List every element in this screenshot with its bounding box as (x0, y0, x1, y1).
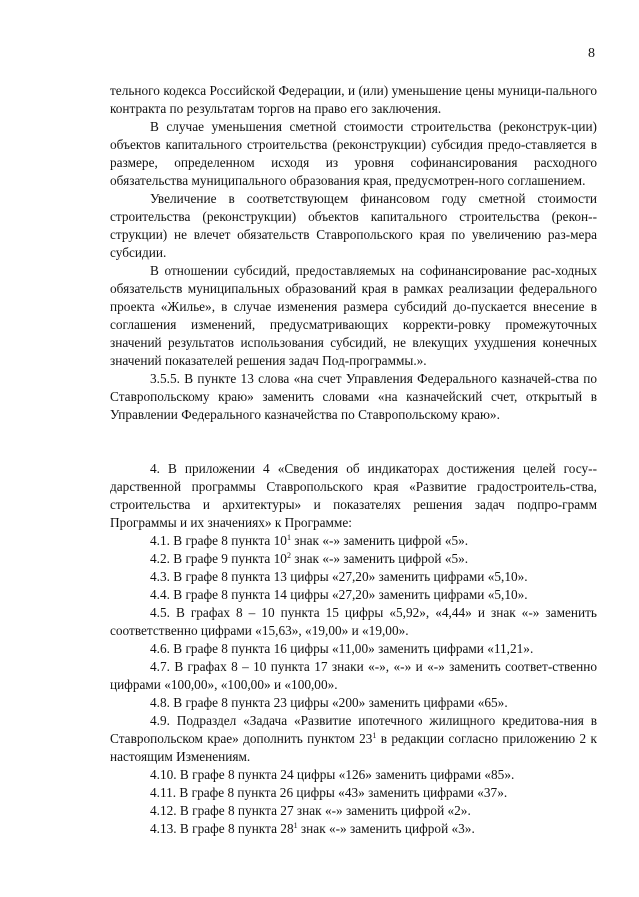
item-text-tail: знак «-» заменить цифрой «5». (290, 533, 469, 548)
item-text: 4.3. В графе 8 пункта 13 цифры «27,20» заменить цифрами «5,10». (150, 569, 528, 584)
list-item-4-2 (110, 550, 597, 568)
paragraph-appendix-4: 4. В приложении 4 «Сведения об индикаторах достижения целей госу-дарственной программы Ставропольского края «Развитие градостроитель-ства, строительства и архитектуры» и показателях решения задач подпро-грамм Программы и их значениях» к Программе: (110, 461, 597, 530)
item-text: 4.5. В графах 8 – 10 пункта 15 цифры «5,92», «4,44» и знак «-» заменить соответственно цифрами «15,63», «19,00» и «19,00». (110, 605, 597, 638)
list-item-4-12 (110, 802, 597, 820)
item-text: 4.8. В графе 8 пункта 23 цифры «200» заменить цифрами «65». (150, 695, 508, 710)
list-item-4-13 (110, 820, 597, 838)
item-text: 4.13. В графе 8 пункта 28 (150, 821, 294, 836)
item-text: 4.4. В графе 8 пункта 14 цифры «27,20» заменить цифрами «5,10». (150, 587, 528, 602)
item-superscript: 1 (293, 821, 298, 830)
item-text: 4.7. В графах 8 – 10 пункта 17 знаки «-», «-» и «-» заменить соответ-ственно цифрами «100,00», «100,00» и «100,00». (110, 659, 597, 692)
item-text-tail: в редакции согласно приложению 2 к настоящим Изменениям. (110, 731, 597, 764)
item-text: 4.12. В графе 8 пункта 27 знак «-» заменить цифрой «2». (150, 803, 471, 818)
list-item-4-5 (110, 604, 597, 640)
page-number: 8 (588, 46, 595, 61)
list-item-4-11 (110, 784, 597, 802)
item-text: 4.6. В графе 8 пункта 16 цифры «11,00» заменить цифрами «11,21». (150, 641, 534, 656)
document-body (110, 82, 597, 838)
item-text: 4.2. В графе 9 пункта 10 (150, 551, 287, 566)
paragraph-estimate-increase: Увеличение в соответствующем финансовом году сметной стоимости строительства (реконструкции) объектов капитального строительства (рекон-струкции) не влечет обязательств Ставропольского края по увеличению раз-мера субсидии. (110, 191, 597, 260)
item-text: 4.9. Подраздел «Задача «Развитие ипотечного жилищного кредитова-ния в Ставропольском крае» дополнить пунктом 23 (110, 713, 597, 746)
item-superscript: 1 (286, 533, 291, 542)
item-superscript: 1 (372, 731, 377, 740)
item-superscript: 2 (286, 551, 291, 560)
item-text: 4.1. В графе 8 пункта 10 (150, 533, 287, 548)
paragraph-continuation: тельного кодекса Российской Федерации, и (или) уменьшение цены муници-пального контракта по результатам торгов на право его заключения. (110, 83, 597, 116)
item-text: 4.11. В графе 8 пункта 26 цифры «43» заменить цифрами «37». (150, 785, 508, 800)
list-item-4-10 (110, 766, 597, 784)
item-text-tail: знак «-» заменить цифрой «3». (297, 821, 475, 836)
item-text-tail: знак «-» заменить цифрой «5». (290, 551, 469, 566)
list-item-4-8 (110, 694, 597, 712)
list-item-4-3 (110, 568, 597, 586)
list-item-4-1 (110, 532, 597, 550)
list-item-4-9 (110, 712, 597, 766)
list-item-4-6 (110, 640, 597, 658)
item-text: 4.10. В графе 8 пункта 24 цифры «126» заменить цифрами «85». (150, 767, 515, 782)
paragraph-gap (110, 424, 597, 460)
paragraph-3-5-5: 3.5.5. В пункте 13 слова «на счет Управления Федерального казначей-ства по Ставропольскому краю» заменить словами «на казначейский счет, открытый в Управлении Федерального казначейства по Ставропольскому краю». (110, 371, 597, 422)
paragraph-estimate-decrease: В случае уменьшения сметной стоимости строительства (реконструк-ции) объектов капитального строительства (реконструкции) субсидия предо-ставляется в размере, определенном исходя из уровня софинансирования расходного обязательства муниципального образования края, предусмотрен-ного соглашением. (110, 119, 597, 188)
paragraph-housing-project: В отношении субсидий, предоставляемых на софинансирование рас-ходных обязательств муниципальных образований края в рамках реализации федерального проекта «Жилье», в случае изменения размера субсидий до-пускается внесение в соглашения изменений, предусматривающих корректи-ровку промежуточных значений результатов использования субсидий, не влекущих ухудшения конечных значений показателей решения задач Под-программы.». (110, 263, 597, 368)
list-item-4-4 (110, 586, 597, 604)
list-item-4-7 (110, 658, 597, 694)
